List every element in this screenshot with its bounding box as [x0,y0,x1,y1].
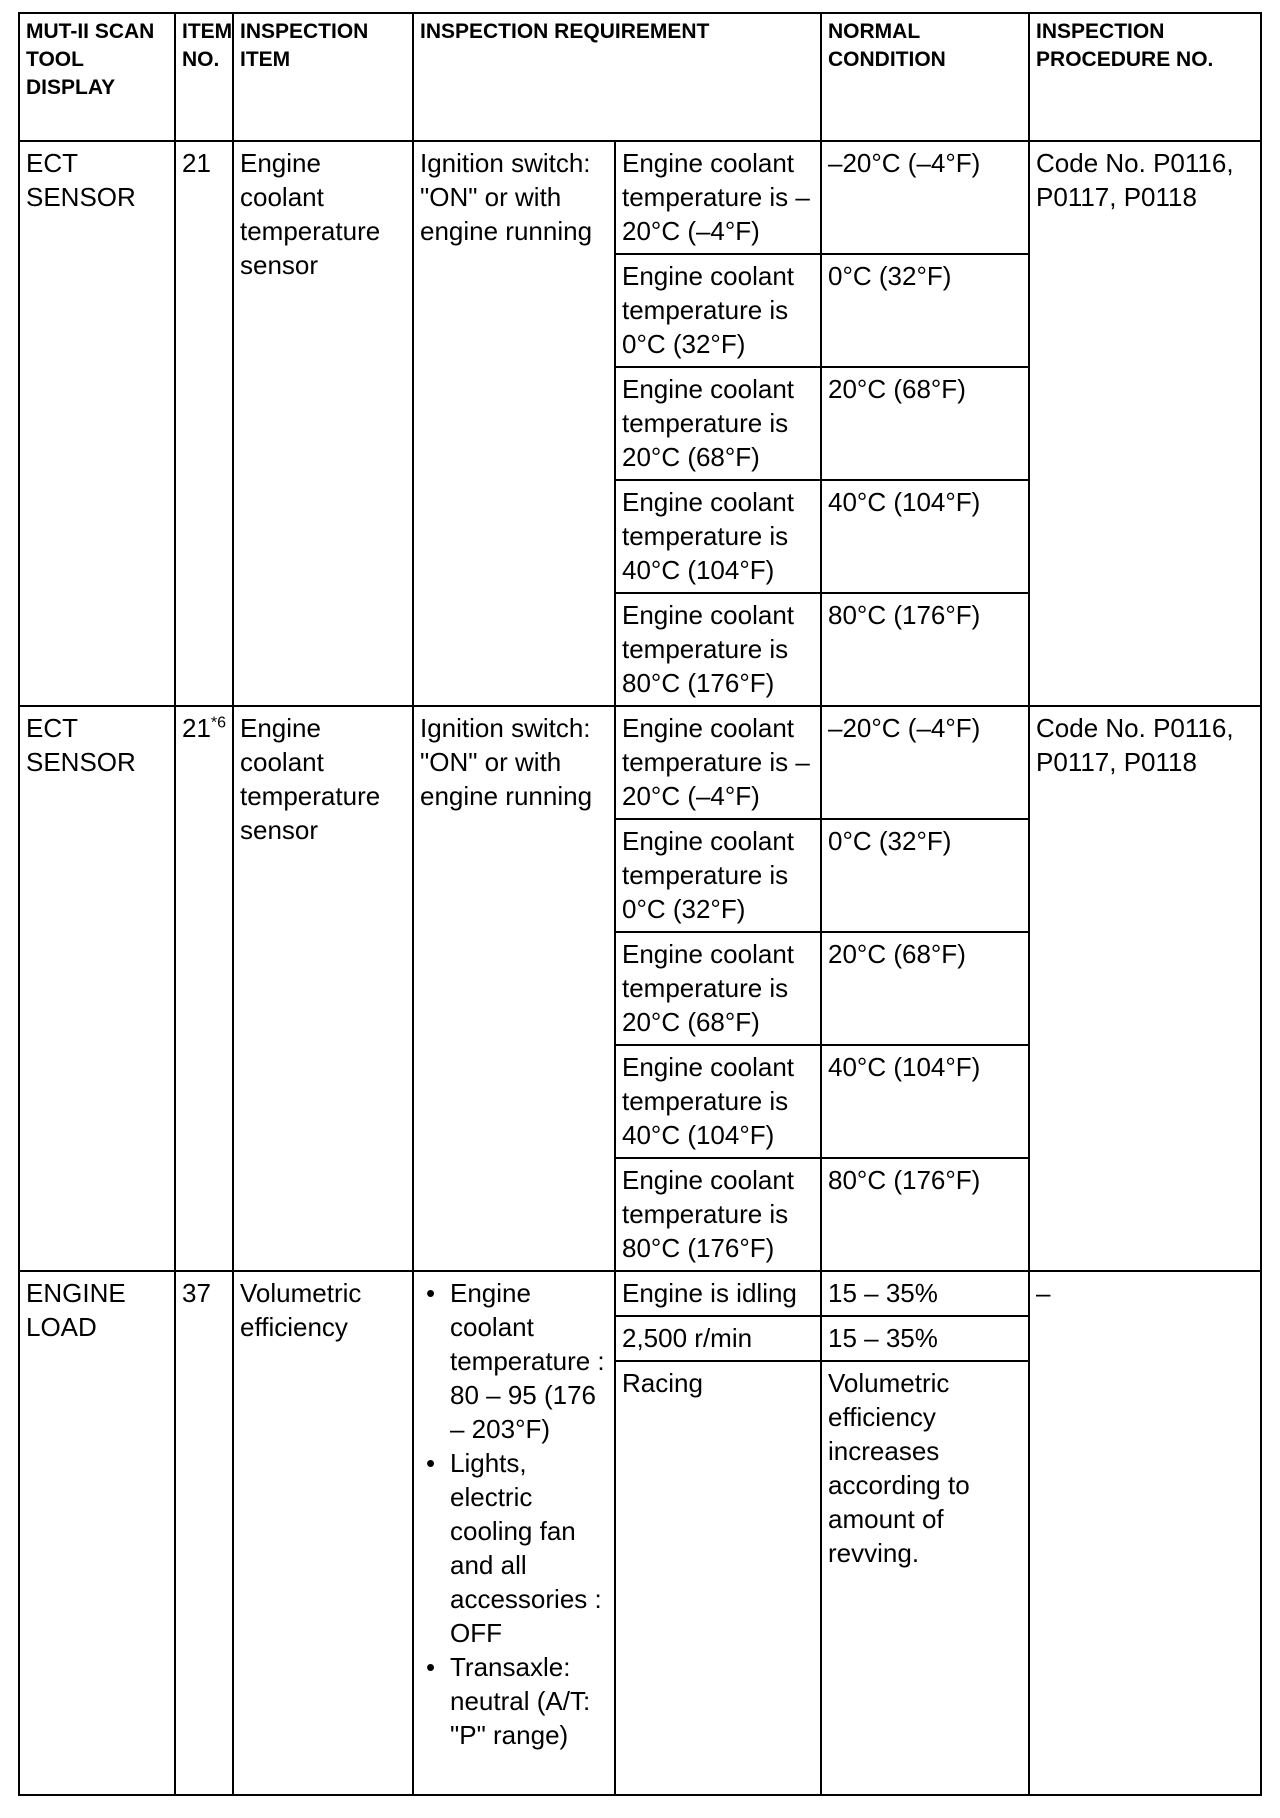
load-requirement: 2,500 r/min [615,1316,821,1361]
ect2-item-no-value: 21 [182,713,211,743]
ect2-requirement: Engine coolant temperature is 40°C (104°F) [615,1045,821,1158]
ect2-requirement: Engine coolant temperature is 0°C (32°F) [615,819,821,932]
ect1-requirement: Engine coolant temperature is –20°C (–4°F) [615,141,821,254]
load-normal: Volumetric efficiency increases according to amount of revving. [821,1361,1029,1795]
table-row [19,141,1261,254]
ect1-display: ECT SENSOR [19,141,175,706]
ect1-requirement: Engine coolant temperature is 0°C (32°F) [615,254,821,367]
inspection-table-page [18,12,1260,1796]
ect2-item-no-note: *6 [210,714,227,732]
table-row [19,1271,1261,1316]
load-normal: 15 – 35% [821,1271,1029,1316]
load-requirement: Engine is idling [615,1271,821,1316]
ect2-requirement: Engine coolant temperature is 80°C (176°F) [615,1158,821,1271]
ect2-condition: Ignition switch: "ON" or with engine running [413,706,615,1271]
load-procedure: – [1029,1271,1261,1795]
ect2-requirement: Engine coolant temperature is –20°C (–4°F) [615,706,821,819]
header-item-no: ITEM NO. [175,13,233,141]
ect2-display: ECT SENSOR [19,706,175,1271]
ect2-procedure: Code No. P0116, P0117, P0118 [1029,706,1261,1271]
ect1-item: Engine coolant temperature sensor [233,141,413,706]
load-conditions [413,1271,615,1795]
ect1-condition: Ignition switch: "ON" or with engine running [413,141,615,706]
load-requirement: Racing [615,1361,821,1795]
ect1-normal: 20°C (68°F) [821,367,1029,480]
load-item: Volumetric efficiency [233,1271,413,1795]
header-requirement: INSPECTION REQUIREMENT [413,13,821,141]
table-row [19,706,1261,819]
ect2-item: Engine coolant temperature sensor [233,706,413,1271]
inspection-table [18,12,1262,1796]
ect2-normal: 40°C (104°F) [821,1045,1029,1158]
list-item: • Lights, electric cooling fan and all accessories : OFF [420,1446,608,1650]
ect2-normal: 20°C (68°F) [821,932,1029,1045]
ect2-normal: 0°C (32°F) [821,819,1029,932]
header-procedure: INSPECTION PROCEDURE NO. [1029,13,1261,141]
list-item: • Engine coolant temperature : 80 – 95 (176 – 203°F) [420,1276,608,1446]
ect1-requirement: Engine coolant temperature is 80°C (176°F) [615,593,821,706]
ect1-normal: 40°C (104°F) [821,480,1029,593]
ect1-normal: 80°C (176°F) [821,593,1029,706]
load-normal: 15 – 35% [821,1316,1029,1361]
ect1-normal: 0°C (32°F) [821,254,1029,367]
load-item-no: 37 [175,1271,233,1795]
ect2-normal: –20°C (–4°F) [821,706,1029,819]
ect1-procedure: Code No. P0116, P0117, P0118 [1029,141,1261,706]
ect1-normal: –20°C (–4°F) [821,141,1029,254]
ect1-requirement: Engine coolant temperature is 40°C (104°F) [615,480,821,593]
header-row [19,13,1261,141]
load-condition-list [420,1276,608,1752]
ect2-item-no [175,706,233,1271]
ect1-requirement: Engine coolant temperature is 20°C (68°F) [615,367,821,480]
header-normal: NORMAL CONDITION [821,13,1029,141]
list-item: • Transaxle: neutral (A/T: "P" range) [420,1650,608,1752]
header-display: MUT-II SCAN TOOL DISPLAY [19,13,175,141]
header-item: INSPECTION ITEM [233,13,413,141]
ect1-item-no: 21 [175,141,233,706]
ect2-requirement: Engine coolant temperature is 20°C (68°F) [615,932,821,1045]
load-display: ENGINE LOAD [19,1271,175,1795]
ect2-normal: 80°C (176°F) [821,1158,1029,1271]
